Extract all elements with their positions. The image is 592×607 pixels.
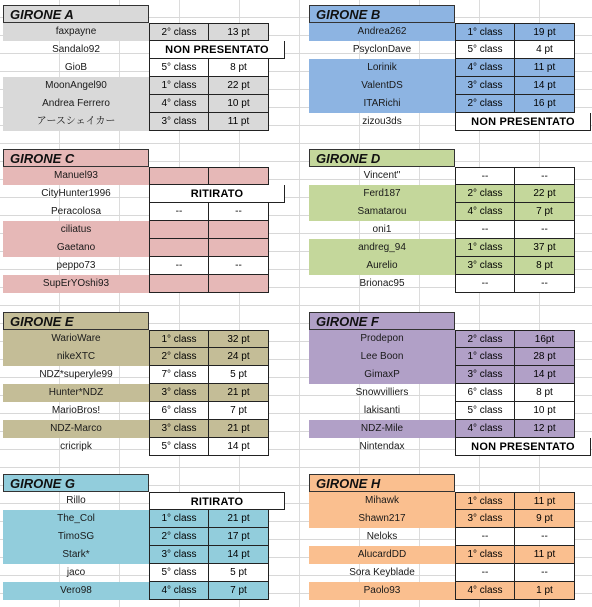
points-cell: 14 pt — [515, 77, 575, 95]
points-cell: 24 pt — [209, 348, 269, 366]
points-cell: -- — [515, 167, 575, 185]
group-table — [309, 312, 591, 456]
points-cell: 7 pt — [209, 402, 269, 420]
player-name: ciliatus — [3, 221, 149, 239]
points-cell: 8 pt — [209, 59, 269, 77]
position-cell: 3° class — [455, 366, 515, 384]
points-cell: 7 pt — [209, 582, 269, 600]
player-row — [3, 366, 285, 384]
player-row — [3, 564, 285, 582]
player-row — [3, 492, 285, 510]
points-cell: 19 pt — [515, 23, 575, 41]
player-name: WarioWare — [3, 330, 149, 348]
player-row — [3, 23, 285, 41]
position-cell: 1° class — [455, 23, 515, 41]
player-name: Sora Keyblade — [349, 567, 415, 578]
player-row — [3, 546, 285, 564]
player-row — [3, 185, 285, 203]
points-cell: 12 pt — [515, 420, 575, 438]
position-cell: 1° class — [455, 239, 515, 257]
player-name: Hunter*NDZ — [3, 384, 149, 402]
player-row — [3, 221, 285, 239]
position-cell: -- — [455, 167, 515, 185]
player-row — [3, 59, 285, 77]
points-cell: -- — [515, 275, 575, 293]
position-cell: 3° class — [455, 510, 515, 528]
player-name: jaco — [66, 567, 86, 578]
position-cell: 2° class — [149, 528, 209, 546]
points-cell: -- — [515, 221, 575, 239]
group-title: GIRONE E — [3, 312, 149, 330]
player-row — [3, 167, 285, 185]
player-row — [309, 113, 591, 131]
position-cell: -- — [455, 564, 515, 582]
player-row — [309, 23, 591, 41]
player-name: Manuel93 — [3, 167, 149, 185]
player-name: Andrea262 — [309, 23, 455, 41]
status-cell: RITIRATO — [149, 492, 285, 510]
position-cell — [149, 239, 209, 257]
status-cell: NON PRESENTATO — [455, 113, 591, 131]
player-row — [309, 95, 591, 113]
player-row — [3, 420, 285, 438]
position-cell: 5° class — [149, 438, 209, 456]
position-cell — [149, 167, 209, 185]
position-cell: 1° class — [149, 510, 209, 528]
player-name: NDZ-Mile — [309, 420, 455, 438]
position-cell: 2° class — [455, 95, 515, 113]
points-cell: -- — [209, 203, 269, 221]
points-cell: 21 pt — [209, 510, 269, 528]
position-cell: 1° class — [455, 492, 515, 510]
points-cell: 11 pt — [515, 546, 575, 564]
position-cell: -- — [455, 275, 515, 293]
points-cell: 11 pt — [515, 492, 575, 510]
player-name: peppo73 — [56, 260, 96, 271]
player-name: Ferd187 — [309, 185, 455, 203]
player-row — [309, 402, 591, 420]
points-cell: 8 pt — [515, 257, 575, 275]
status-cell: NON PRESENTATO — [455, 438, 591, 456]
points-cell: 4 pt — [515, 41, 575, 59]
player-row — [309, 77, 591, 95]
player-row — [309, 492, 591, 510]
position-cell: 5° class — [149, 564, 209, 582]
position-cell: 3° class — [455, 77, 515, 95]
player-row — [3, 95, 285, 113]
position-cell: 2° class — [455, 185, 515, 203]
player-row — [3, 582, 285, 600]
player-row — [309, 348, 591, 366]
player-name: Andrea Ferrero — [3, 95, 149, 113]
position-cell: 4° class — [455, 203, 515, 221]
points-cell: 14 pt — [515, 366, 575, 384]
points-cell: 21 pt — [209, 384, 269, 402]
group-title: GIRONE G — [3, 474, 149, 492]
group-table — [309, 474, 591, 600]
points-cell: 10 pt — [515, 402, 575, 420]
position-cell: 6° class — [455, 384, 515, 402]
player-row — [309, 59, 591, 77]
player-name: SupErYOshi93 — [3, 275, 149, 293]
position-cell: 5° class — [455, 402, 515, 420]
points-cell: 28 pt — [515, 348, 575, 366]
player-row — [309, 366, 591, 384]
player-row — [3, 113, 285, 131]
player-name: MarioBros! — [51, 405, 101, 416]
player-row — [309, 420, 591, 438]
player-name: Rillo — [66, 495, 86, 506]
position-cell: 5° class — [149, 59, 209, 77]
points-cell: 5 pt — [209, 564, 269, 582]
player-row — [309, 510, 591, 528]
position-cell: -- — [455, 221, 515, 239]
group-table — [3, 5, 285, 131]
position-cell: 1° class — [149, 330, 209, 348]
points-cell: 37 pt — [515, 239, 575, 257]
group-title: GIRONE H — [309, 474, 455, 492]
player-name: ValentDS — [309, 77, 455, 95]
points-cell: 14 pt — [209, 438, 269, 456]
points-cell — [209, 167, 269, 185]
player-name: Sandalo92 — [52, 44, 100, 55]
player-name: Shawn217 — [309, 510, 455, 528]
position-cell: 1° class — [455, 348, 515, 366]
player-row — [3, 510, 285, 528]
group-table — [309, 5, 591, 131]
player-row — [309, 203, 591, 221]
player-name: GioB — [64, 62, 88, 73]
player-name: faxpayne — [3, 23, 149, 41]
points-cell: 11 pt — [515, 59, 575, 77]
points-cell: 16 pt — [515, 95, 575, 113]
player-row — [3, 257, 285, 275]
player-name: Gaetano — [3, 239, 149, 257]
player-row — [3, 275, 285, 293]
position-cell: 3° class — [149, 420, 209, 438]
player-row — [3, 384, 285, 402]
player-name: TimoSG — [3, 528, 149, 546]
position-cell: 4° class — [149, 95, 209, 113]
player-row — [3, 41, 285, 59]
player-name: Nintendax — [359, 441, 405, 452]
player-name: Neloks — [366, 531, 398, 542]
player-name: NDZ-Marco — [3, 420, 149, 438]
player-row — [309, 582, 591, 600]
player-row — [309, 564, 591, 582]
position-cell: 6° class — [149, 402, 209, 420]
player-row — [3, 330, 285, 348]
points-cell: 13 pt — [209, 23, 269, 41]
player-name: Mihawk — [309, 492, 455, 510]
position-cell: -- — [149, 257, 209, 275]
position-cell: 3° class — [149, 113, 209, 131]
group-table — [3, 149, 285, 293]
group-title: GIRONE B — [309, 5, 455, 23]
player-row — [3, 239, 285, 257]
player-row — [309, 275, 591, 293]
player-name: ITARichi — [309, 95, 455, 113]
position-cell: 4° class — [149, 582, 209, 600]
position-cell — [149, 275, 209, 293]
player-name: MoonAngel90 — [3, 77, 149, 95]
player-name: The_Col — [3, 510, 149, 528]
group-title: GIRONE F — [309, 312, 455, 330]
player-row — [3, 438, 285, 456]
player-row — [3, 402, 285, 420]
position-cell: 4° class — [455, 582, 515, 600]
position-cell: 7° class — [149, 366, 209, 384]
player-name: Vincent" — [363, 170, 401, 181]
points-cell: 32 pt — [209, 330, 269, 348]
player-name: NDZ*superyle99 — [39, 369, 113, 380]
player-name: Prodepon — [309, 330, 455, 348]
group-title: GIRONE C — [3, 149, 149, 167]
position-cell: 2° class — [455, 330, 515, 348]
position-cell: 5° class — [455, 41, 515, 59]
player-row — [309, 239, 591, 257]
player-name: cricripk — [60, 441, 92, 452]
player-name: アースシェイカー — [3, 113, 149, 131]
points-cell: 1 pt — [515, 582, 575, 600]
player-name: zizou3ds — [362, 116, 402, 127]
player-row — [3, 528, 285, 546]
player-row — [309, 438, 591, 456]
player-name: Paolo93 — [309, 582, 455, 600]
player-row — [3, 348, 285, 366]
position-cell: 4° class — [455, 420, 515, 438]
player-name: Lee Boon — [309, 348, 455, 366]
points-cell: 11 pt — [209, 113, 269, 131]
position-cell: 1° class — [149, 77, 209, 95]
points-cell: 21 pt — [209, 420, 269, 438]
player-row — [309, 185, 591, 203]
points-cell — [209, 239, 269, 257]
player-row — [309, 167, 591, 185]
player-row — [309, 330, 591, 348]
player-name: Snowvilliers — [355, 387, 409, 398]
player-name: Brionac95 — [359, 278, 405, 289]
player-name: AlucardDD — [309, 546, 455, 564]
player-name: Peracolosa — [50, 206, 102, 217]
points-cell: -- — [515, 528, 575, 546]
points-cell: 8 pt — [515, 384, 575, 402]
position-cell — [149, 221, 209, 239]
points-cell: 16pt — [515, 330, 575, 348]
group-title: GIRONE A — [3, 5, 149, 23]
status-cell: NON PRESENTATO — [149, 41, 285, 59]
points-cell — [209, 221, 269, 239]
player-row — [309, 546, 591, 564]
player-row — [309, 41, 591, 59]
position-cell: 2° class — [149, 348, 209, 366]
player-name: PsyclonDave — [352, 44, 412, 55]
status-cell: RITIRATO — [149, 185, 285, 203]
points-cell: 17 pt — [209, 528, 269, 546]
player-row — [309, 257, 591, 275]
player-name: Stark* — [3, 546, 149, 564]
player-row — [309, 384, 591, 402]
position-cell: 3° class — [455, 257, 515, 275]
player-name: Aurelio — [309, 257, 455, 275]
group-title: GIRONE D — [309, 149, 455, 167]
group-table — [309, 149, 591, 293]
points-cell: 9 pt — [515, 510, 575, 528]
player-name: lakisanti — [363, 405, 401, 416]
player-name: andreg_94 — [309, 239, 455, 257]
position-cell: 4° class — [455, 59, 515, 77]
group-table — [3, 474, 285, 600]
points-cell: 5 pt — [209, 366, 269, 384]
position-cell: 2° class — [149, 23, 209, 41]
player-name: CityHunter1996 — [41, 188, 111, 199]
position-cell: -- — [455, 528, 515, 546]
player-name: Lorinik — [309, 59, 455, 77]
player-name: Vero98 — [3, 582, 149, 600]
group-table — [3, 312, 285, 456]
player-row — [309, 528, 591, 546]
points-cell — [209, 275, 269, 293]
points-cell: 7 pt — [515, 203, 575, 221]
player-row — [3, 77, 285, 95]
position-cell: -- — [149, 203, 209, 221]
player-name: Samatarou — [309, 203, 455, 221]
position-cell: 3° class — [149, 546, 209, 564]
points-cell: -- — [209, 257, 269, 275]
player-name: GimaxP — [309, 366, 455, 384]
points-cell: -- — [515, 564, 575, 582]
position-cell: 3° class — [149, 384, 209, 402]
player-name: nikeXTC — [3, 348, 149, 366]
points-cell: 22 pt — [209, 77, 269, 95]
player-row — [309, 221, 591, 239]
player-row — [3, 203, 285, 221]
points-cell: 10 pt — [209, 95, 269, 113]
position-cell: 1° class — [455, 546, 515, 564]
points-cell: 22 pt — [515, 185, 575, 203]
points-cell: 14 pt — [209, 546, 269, 564]
player-name: oni1 — [372, 224, 392, 235]
